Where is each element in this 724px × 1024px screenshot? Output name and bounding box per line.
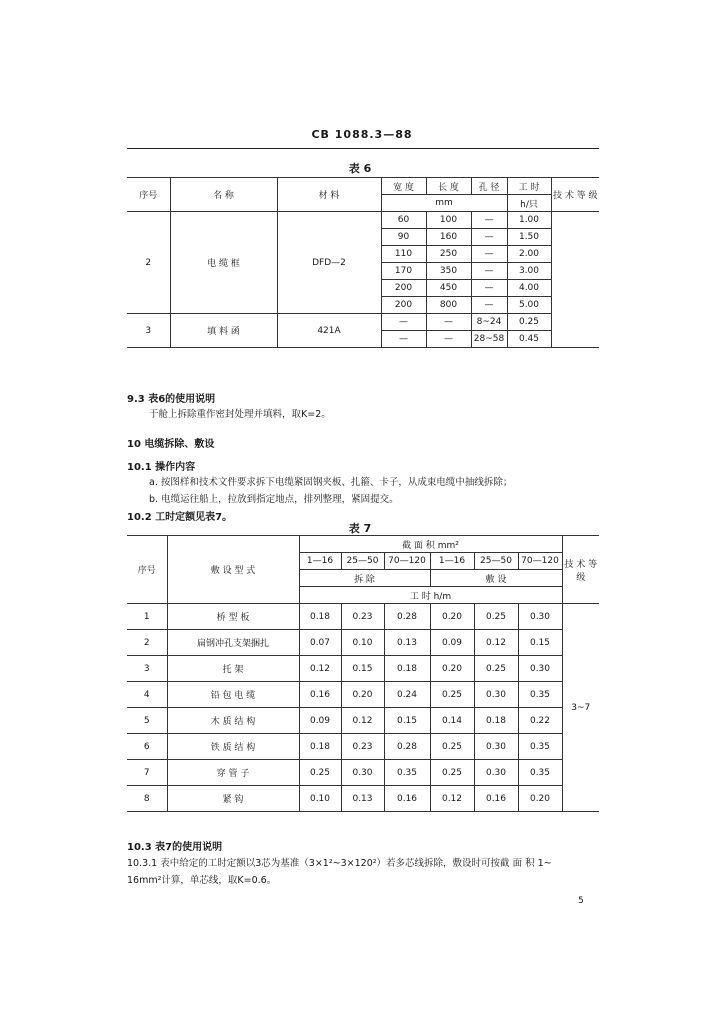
t7-cell-value: 0.16 (474, 786, 518, 812)
t7-cell-type: 紧 钩 (167, 786, 299, 812)
t7-cell-value: 0.25 (299, 760, 341, 786)
t6-h-hole: 孔 径 (471, 178, 507, 195)
t6-cell-h: — (471, 280, 507, 297)
t7-cell-value: 0.25 (430, 682, 474, 708)
t7-cell-type: 穿 管 子 (167, 760, 299, 786)
table6 (127, 177, 599, 348)
t7-cell-type: 扁钢冲孔支架捆扎 (167, 630, 299, 656)
t6-cell-w: 90 (381, 229, 426, 246)
t7-cell-value: 0.16 (384, 786, 430, 812)
t7-cell-value: 0.18 (384, 656, 430, 682)
t6-cell-t: 1.50 (507, 229, 551, 246)
t7-cell-value: 0.15 (384, 708, 430, 734)
t7-cell-value: 0.18 (474, 708, 518, 734)
t7-cell-value: 0.23 (341, 604, 384, 630)
t6-cell-l: 100 (426, 212, 471, 229)
t6-cell-w: — (381, 331, 426, 348)
t7-row (127, 682, 599, 708)
t7-cell-value: 0.30 (518, 604, 562, 630)
t6-cell-l: 450 (426, 280, 471, 297)
t7-row (127, 708, 599, 734)
t6-cell-l: 250 (426, 246, 471, 263)
t6-cell-material: DFD—2 (277, 212, 381, 314)
t6-cell-h: 8~24 (471, 314, 507, 331)
t7-cell-seq: 1 (127, 604, 167, 630)
s10-1-title: 10.1 操作内容 (127, 462, 196, 473)
document-code: CB 1088.3—88 (311, 128, 413, 141)
t7-cell-value: 0.25 (474, 604, 518, 630)
t6-cell-w: 200 (381, 297, 426, 314)
t7-row (127, 760, 599, 786)
t7-h-type: 敷 设 型 式 (167, 536, 299, 604)
t6-cell-w: 60 (381, 212, 426, 229)
t7-cell-value: 0.35 (384, 760, 430, 786)
t6-cell-t: 0.45 (507, 331, 551, 348)
t6-cell-h: — (471, 297, 507, 314)
t7-h-size-0: 1—16 (299, 553, 341, 570)
t6-cell-l: 350 (426, 263, 471, 280)
t6-cell-t: 5.00 (507, 297, 551, 314)
table7-body (127, 604, 599, 812)
t7-row (127, 786, 599, 812)
s10-title: 10 电缆拆除、敷设 (127, 439, 215, 450)
t7-row (127, 656, 599, 682)
s10-3-title: 10.3 表7的使用说明 (127, 842, 223, 853)
t7-cell-value: 0.20 (518, 786, 562, 812)
s9-3-text: 于舱上拆除重作密封处理并填料，取K=2。 (149, 409, 331, 420)
t7-cell-value: 0.35 (518, 734, 562, 760)
t7-cell-seq: 4 (127, 682, 167, 708)
t7-cell-value: 0.18 (299, 604, 341, 630)
t7-cell-value: 0.15 (341, 656, 384, 682)
t7-cell-value: 0.20 (430, 604, 474, 630)
t7-cell-value: 0.16 (299, 682, 341, 708)
t6-cell-t: 3.00 (507, 263, 551, 280)
t6-cell-h: — (471, 263, 507, 280)
t7-cell-value: 0.18 (299, 734, 341, 760)
t6-row (127, 314, 599, 331)
t6-cell-seq: 2 (127, 212, 170, 314)
t6-cell-h: — (471, 229, 507, 246)
header-rule (127, 148, 599, 149)
t7-cell-value: 0.25 (474, 656, 518, 682)
t7-row (127, 734, 599, 760)
t6-cell-grade (551, 212, 599, 348)
t6-cell-l: 800 (426, 297, 471, 314)
t7-cell-value: 0.12 (299, 656, 341, 682)
t7-cell-type: 托 架 (167, 656, 299, 682)
t7-cell-value: 0.30 (518, 656, 562, 682)
t7-cell-value: 0.07 (299, 630, 341, 656)
t7-cell-value: 0.35 (518, 682, 562, 708)
t6-h-grade: 技 术 等 级 (551, 178, 599, 212)
t7-cell-value: 0.28 (384, 734, 430, 760)
t7-h-grade: 技 术 等 级 (562, 536, 599, 604)
s10-1-item-b: b. 电缆运往船上，拉放到指定地点，排列整理，紧固提交。 (149, 494, 399, 505)
t6-cell-t: 0.25 (507, 314, 551, 331)
t7-cell-value: 0.23 (341, 734, 384, 760)
t6-h-length: 长 度 (426, 178, 471, 195)
t7-h-hours: 工 时 h/m (299, 587, 562, 604)
t6-h-seq: 序号 (127, 178, 170, 212)
t7-cell-value: 0.10 (341, 630, 384, 656)
t6-h-hours: 工 时 (507, 178, 551, 195)
s9-3-title: 9.3 表6的使用说明 (127, 394, 216, 405)
s10-2-title: 10.2 工时定额见表7。 (127, 512, 233, 523)
t7-row (127, 604, 599, 630)
t7-h-size-2: 70—120 (384, 553, 430, 570)
t7-cell-value: 0.30 (474, 682, 518, 708)
t7-cell-seq: 3 (127, 656, 167, 682)
t6-cell-name: 填 料 函 (170, 314, 277, 348)
t7-h-size-4: 25—50 (474, 553, 518, 570)
t7-cell-value: 0.24 (384, 682, 430, 708)
t7-h-size-1: 25—50 (341, 553, 384, 570)
t6-cell-material: 421A (277, 314, 381, 348)
t7-h-size-3: 1—16 (430, 553, 474, 570)
t7-cell-value: 0.20 (430, 656, 474, 682)
table6-caption: 表 6 (348, 162, 372, 175)
t7-cell-value: 0.30 (474, 734, 518, 760)
t7-h-seq: 序号 (127, 536, 167, 604)
t7-cell-value: 0.10 (299, 786, 341, 812)
t6-cell-seq: 3 (127, 314, 170, 348)
t7-cell-value: 0.35 (518, 760, 562, 786)
t7-cell-value: 0.25 (430, 734, 474, 760)
t7-cell-value: 0.13 (384, 630, 430, 656)
t6-cell-w: 200 (381, 280, 426, 297)
t7-cell-seq: 8 (127, 786, 167, 812)
t6-cell-l: 160 (426, 229, 471, 246)
page-number: 5 (578, 896, 584, 906)
table7-caption: 表 7 (348, 522, 372, 535)
t7-h-size-5: 70—120 (518, 553, 562, 570)
t7-cell-value: 0.25 (430, 760, 474, 786)
t7-cell-value: 0.15 (518, 630, 562, 656)
t7-h-remove: 拆 除 (299, 570, 430, 587)
t6-h-name: 名 称 (170, 178, 277, 212)
t6-cell-t: 1.00 (507, 212, 551, 229)
t7-cell-value: 0.20 (341, 682, 384, 708)
t7-cell-seq: 2 (127, 630, 167, 656)
t7-cell-value: 0.22 (518, 708, 562, 734)
t7-cell-seq: 6 (127, 734, 167, 760)
t7-cell-grade: 3~7 (562, 604, 599, 812)
t6-cell-h: — (471, 246, 507, 263)
t7-cell-value: 0.09 (430, 630, 474, 656)
t7-cell-type: 铁 质 结 构 (167, 734, 299, 760)
t6-cell-w: 110 (381, 246, 426, 263)
s10-1-item-a: a. 按图样和技术文件要求拆下电缆紧固钢夹板、扎箍、卡子，从成束电缆中抽线拆除； (149, 477, 513, 488)
t6-cell-h: 28~58 (471, 331, 507, 348)
t6-row (127, 212, 599, 229)
t6-cell-name: 电 缆 框 (170, 212, 277, 314)
t7-cell-type: 木 质 结 构 (167, 708, 299, 734)
t7-cell-value: 0.28 (384, 604, 430, 630)
t6-cell-l: — (426, 314, 471, 331)
t7-cell-value: 0.30 (474, 760, 518, 786)
t6-cell-l: — (426, 331, 471, 348)
s10-3-1-line2: 16mm²计算，单芯线，取K=0.6。 (127, 875, 277, 886)
t6-h-hours-unit: h/只 (507, 195, 551, 212)
t7-cell-type: 桥 型 板 (167, 604, 299, 630)
t6-h-unit-mm: mm (381, 195, 507, 212)
t7-cell-seq: 5 (127, 708, 167, 734)
t7-h-lay: 敷 设 (430, 570, 562, 587)
t7-row (127, 630, 599, 656)
s10-3-1-line1: 10.3.1 表中给定的工时定额以3芯为基准（3×1²~3×120²）若多芯线拆除，敷设时可按截 面 积 1~ (127, 858, 552, 869)
t7-cell-value: 0.09 (299, 708, 341, 734)
t6-h-material: 材 料 (277, 178, 381, 212)
t7-cell-seq: 7 (127, 760, 167, 786)
t6-cell-t: 4.00 (507, 280, 551, 297)
t6-cell-w: 170 (381, 263, 426, 280)
t7-cell-value: 0.12 (474, 630, 518, 656)
t6-cell-t: 2.00 (507, 246, 551, 263)
t7-cell-value: 0.12 (341, 708, 384, 734)
t7-h-area: 截 面 积 mm² (299, 536, 562, 553)
t7-cell-type: 铅 包 电 缆 (167, 682, 299, 708)
t6-h-width: 宽 度 (381, 178, 426, 195)
t7-cell-value: 0.14 (430, 708, 474, 734)
t6-cell-h: — (471, 212, 507, 229)
table7 (127, 535, 599, 812)
t7-cell-value: 0.13 (341, 786, 384, 812)
t7-cell-value: 0.12 (430, 786, 474, 812)
t6-cell-w: — (381, 314, 426, 331)
table6-body (127, 212, 599, 348)
t7-cell-value: 0.30 (341, 760, 384, 786)
